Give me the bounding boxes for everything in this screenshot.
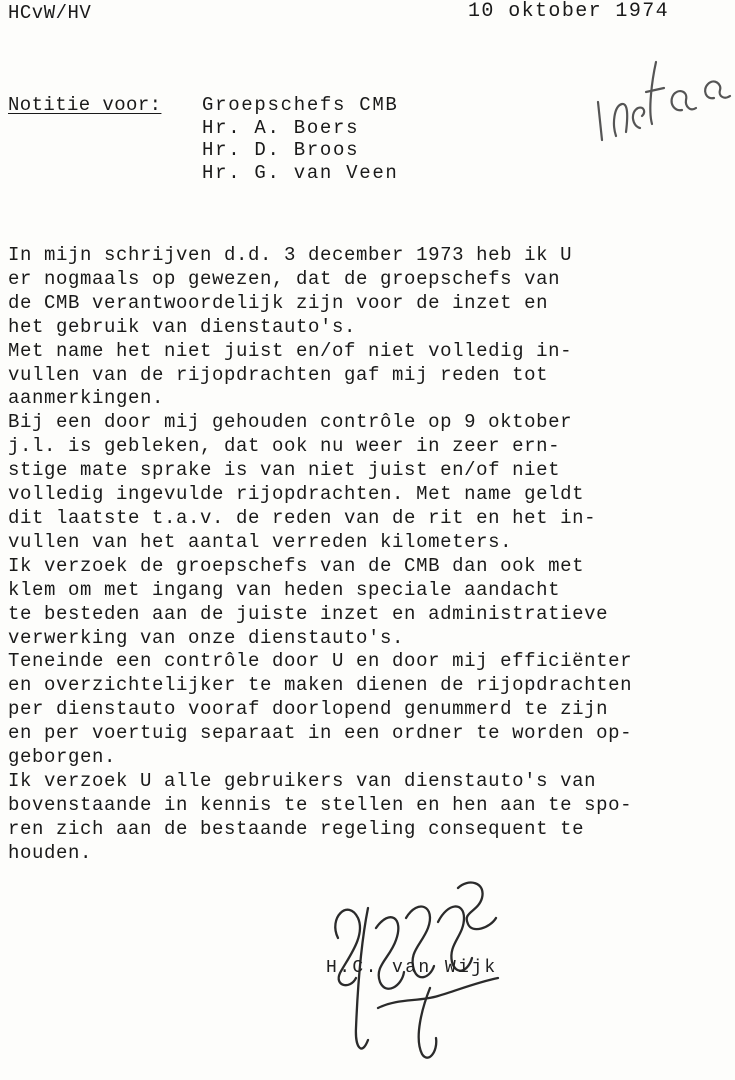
signatory-name: H.C. van Wijk [326,958,498,978]
body-line: vullen van de rijopdrachten gaf mij reden tot [8,363,549,386]
recipient-item: Groepschefs CMB [202,94,399,116]
reference-code: HCvW/HV [8,2,92,24]
body-line: Met name het niet juist en/of niet volledig in- [8,339,573,362]
body-line: Ik verzoek U alle gebruikers van dienstauto's van [8,769,597,792]
body-line: Teneinde een contrôle door U en door mij efficiënter [8,650,633,673]
body-line: de CMB verantwoordelijk zijn voor de inzet en [8,291,549,314]
body-line: houden. [8,841,93,864]
body-line: geborgen. [8,746,117,769]
memo-date: 10 oktober 1974 [468,0,670,23]
body-line: Ik verzoek de groepschefs van de CMB dan ook met [8,554,585,577]
memo-body [8,244,735,866]
body-line: dit laatste t.a.v. de reden van de rit en het in- [8,506,597,529]
body-line: j.l. is gebleken, dat ook nu weer in zeer ern- [8,435,561,458]
recipient-item: Hr. A. Boers [202,116,360,139]
body-line: vullen van het aantal verreden kilometers. [8,530,513,553]
body-line: per dienstauto vooraf doorlopend genummerd te zijn [8,698,609,721]
body-line: het gebruik van dienstauto's. [8,315,357,338]
body-line: In mijn schrijven d.d. 3 december 1973 heb ik U [8,244,573,266]
handwritten-note [590,40,735,160]
body-line: bovenstaande in kennis te stellen en hen aan te spo- [8,793,633,816]
notitie-label: Notitie voor: [8,94,162,116]
body-line: stige mate sprake is van niet juist en/of niet [8,459,561,482]
handwritten-signature [318,878,528,1078]
body-line: Bij een door mij gehouden contrôle op 9 oktober [8,411,573,434]
recipient-list [202,94,399,184]
body-line: volledig ingevulde rijopdrachten. Met name geldt [8,483,585,506]
body-line: klem om met ingang van heden speciale aandacht [8,578,561,601]
body-line: verwerking van onze dienstauto's. [8,626,405,649]
body-line: ren zich aan de bestaande regeling consequent te [8,817,585,840]
body-line: te besteden aan de juiste inzet en administratieve [8,602,609,625]
recipient-item: Hr. G. van Veen [202,161,399,184]
body-line: aanmerkingen. [8,387,165,410]
body-line: en per voertuig separaat in een ordner te worden op- [8,722,633,745]
recipient-item: Hr. D. Broos [202,139,360,161]
body-line: en overzichtelijker te maken dienen de rijopdrachten [8,674,633,697]
body-line: er nogmaals op gewezen, dat de groepschefs van [8,267,561,290]
